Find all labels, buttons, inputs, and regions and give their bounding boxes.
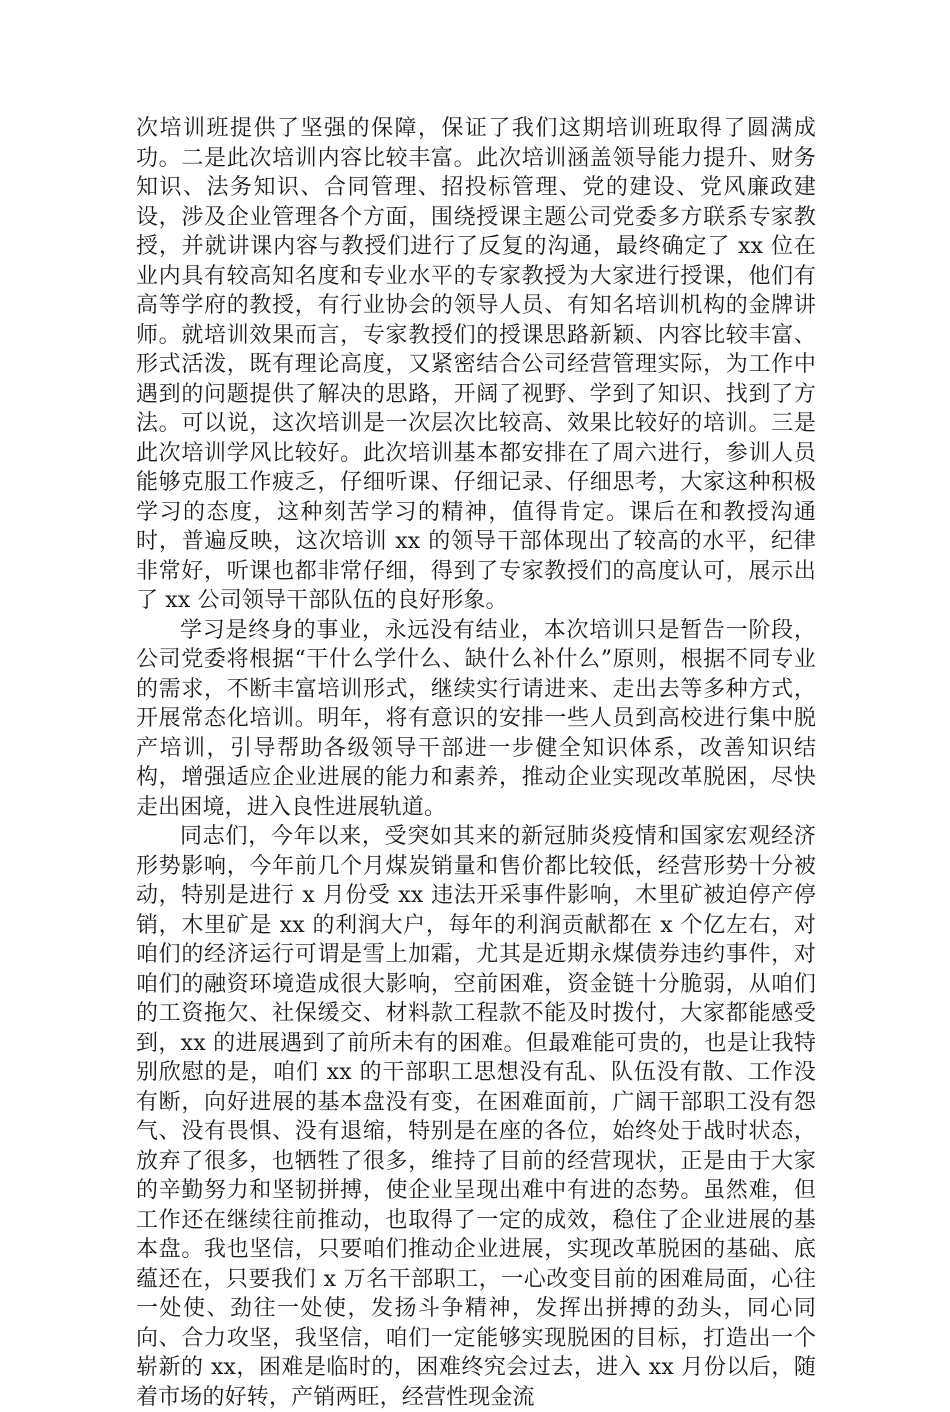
paragraph-learning-plan: 学习是终身的事业，永远没有结业，本次培训只是暂告一阶段，公司党委将根据“干什么学什么、缺什么补什么”原则，根据不同专业的需求，不断丰富培训形式，继续实行请进来、走出去等多种方式，开展常态化培训。明年，将有意识的安排一些人员到高校进行集中脱产培训，引导帮助各级领导干部进一步健全知识体系，改善知识结构，增强适应企业进展的能力和素养，推动企业实现改革脱困，尽快走出困境，进入良性进展轨道。	[136, 617, 816, 820]
paragraph-situation-address: 同志们，今年以来，受突如其来的新冠肺炎疫情和国家宏观经济形势影响，今年前几个月煤炭销量和售价都比较低，经营形势十分被动，特别是进行 x 月份受 xx 违法开采事件影响，木里矿被迫停产停销，木里矿是 xx 的利润大户，每年的利润贡献都在 x 个亿左右，对咱们的经济运行可谓是雪上加霜，尤其是近期永煤债券违约事件，对咱们的融资环境造成很大影响，空前困难，资金链十分脆弱，从咱们的工资拖欠、社保缓交、材料款工程款不能及时拨付，大家都能感受到，xx 的进展遇到了前所未有的困难。但最难能可贵的，也是让我特别欣慰的是，咱们 xx 的干部职工思想没有乱、队伍没有散、工作没有断，向好进展的基本盘没有变，在困难面前，广阔干部职工没有怨气、没有畏惧、没有退缩，特别是在座的各位，始终处于战时状态，放弃了很多，也牺牲了很多，维持了目前的经营现状，正是由于大家的辛勤努力和坚韧拼搏，使企业呈现出难中有进的态势。虽然难，但工作还在继续往前推动，也取得了一定的成效，稳住了企业进展的基本盘。我也坚信，只要咱们推动企业进展，实现改革脱困的基础、底蕴还在，只要我们 x 万名干部职工，一心改变目前的困难局面，心往一处使、劲往一处使，发扬斗争精神，发挥出拼搏的劲头，同心同向、合力攻坚，我坚信，咱们一定能够实现脱困的目标，打造出一个崭新的 xx，困难是临时的，困难终究会过去，进入 xx 月份以后，随着市场的好转，产销两旺，经营性现金流	[136, 824, 816, 1410]
paragraph-training-summary: 次培训班提供了坚强的保障，保证了我们这期培训班取得了圆满成功。二是此次培训内容比较丰富。此次培训涵盖领导能力提升、财务知识、法务知识、合同管理、招投标管理、党的建设、党风廉政建设，涉及企业管理各个方面，围绕授课主题公司党委多方联系专家教授，并就讲课内容与教授们进行了反复的沟通，最终确定了 xx 位在业内具有较高知名度和专业水平的专家教授为大家进行授课，他们有高等学府的教授，有行业协会的领导人员、有知名培训机构的金牌讲师。就培训效果而言，专家教授们的授课思路新颖、内容比较丰富、形式活泼，既有理论高度，又紧密结合公司经营管理实际，为工作中遇到的问题提供了解决的思路，开阔了视野、学到了知识、找到了方法。可以说，这次培训是一次层次比较高、效果比较好的培训。三是此次培训学风比较好。此次培训基本都安排在了周六进行，参训人员能够克服工作疲乏，仔细听课、仔细记录、仔细思考，大家这种积极学习的态度，这种刻苦学习的精神，值得肯定。课后在和教授沟通时，普遍反映，这次培训 xx 的领导干部体现出了较高的水平，纪律非常好，听课也都非常仔细，得到了专家教授们的高度认可，展示出了 xx 公司领导干部队伍的良好形象。	[136, 116, 816, 613]
document-page	[136, 114, 816, 1412]
